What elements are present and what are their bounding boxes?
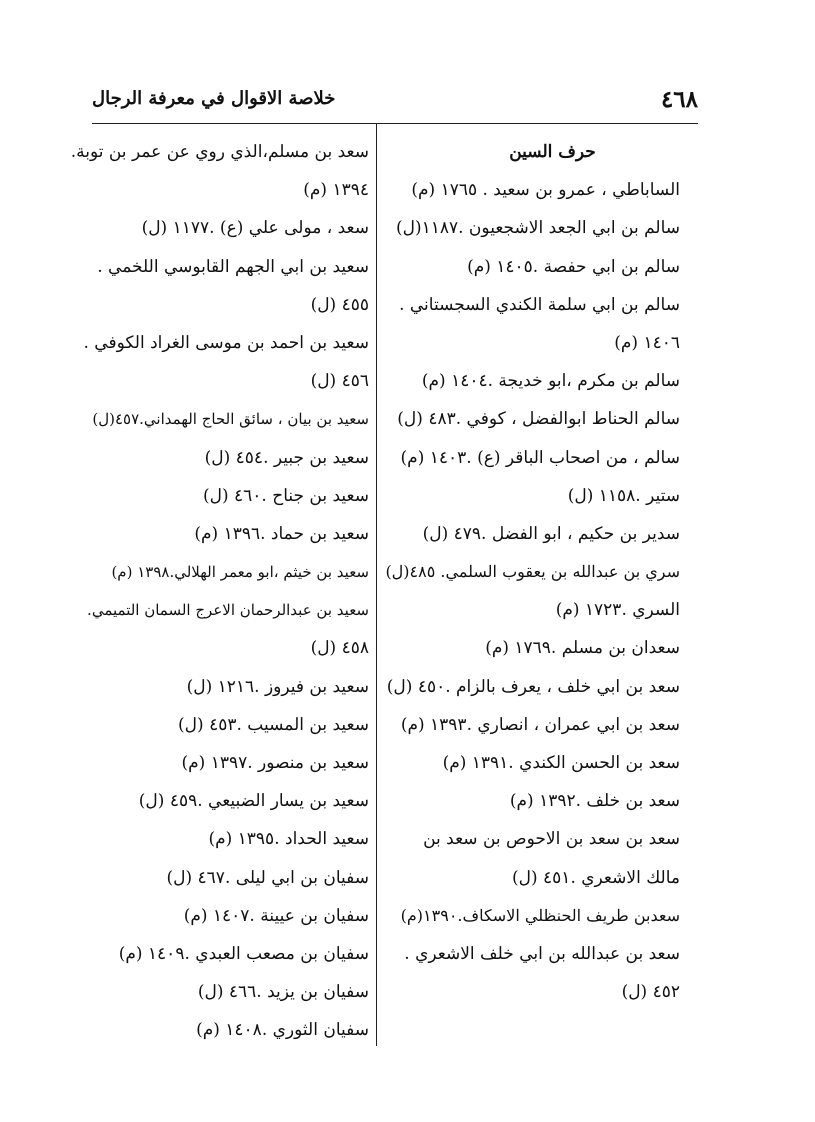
entry-line: سعد بن سعد بن الاحوص بن سعد بن	[423, 829, 680, 850]
entry-line: سعد بن ابي خلف ، يعرف بالزام .٤٥٠ (ل)	[386, 676, 680, 697]
entry-line: سعدان بن مسلم .١٧٦٩ (م)	[485, 638, 680, 659]
entry-line: ١٣٩٤ (م)	[303, 180, 369, 201]
entry-line: سدير بن حكيم ، ابو الفضل .٤٧٩ (ل)	[422, 523, 680, 544]
entry-line: ٤٥٢ (ل)	[621, 982, 680, 1003]
entry-line: سري بن عبدالله بن يعقوب السلمي. ٤٨٥(ل)	[385, 562, 680, 582]
entry-line: سالم ، من اصحاب الباقر (ع) .١٤٠٣ (م)	[400, 447, 680, 468]
entry-line: سالم الحناط ابوالفضل ، كوفي .٤٨٣ (ل)	[397, 409, 680, 430]
entry-line: سالم بن ابي حفصة .١٤٠٥ (م)	[467, 256, 680, 277]
entry-line: سعيد بن عبدالرحمان الاعرج السمان التميمي.	[87, 601, 369, 620]
right-column	[385, 133, 680, 1011]
entry-line: السري .١٧٢٣ (م)	[555, 600, 680, 621]
entry-line: سالم بن مكرم ،ابو خديجة .١٤٠٤ (م)	[421, 371, 680, 392]
entry-line: سعيد بن بيان ، سائق الحاج الهمداني.٤٥٧(ل)	[92, 410, 369, 429]
entry-line: سفيان بن ابي ليلى .٤٦٧ (ل)	[166, 867, 369, 888]
entry-line: سعد بن عبدالله بن ابي خلف الاشعري .	[404, 943, 680, 964]
entry-line: ستير .١١٥٨ (ل)	[567, 485, 680, 506]
entry-line: سعدبن طريف الحنظلي الاسكاف.١٣٩٠(م)	[400, 905, 680, 925]
entry-line: سالم بن ابي الجعد الاشجعيون .١١٨٧(ل)	[395, 218, 680, 239]
entry-line: سفيان بن مصعب العبدي .١٤٠٩ (م)	[118, 943, 369, 964]
entry-line: سعد ، مولى علي (ع) .١١٧٧ (ل)	[141, 218, 369, 239]
page-number: ٤٦٨	[660, 86, 698, 113]
entry-line: سفيان بن يزيد .٤٦٦ (ل)	[197, 982, 369, 1003]
entry-line: ٤٥٨ (ل)	[310, 638, 369, 659]
entry-line: سفيان الثوري .١٤٠٨ (م)	[196, 1020, 369, 1041]
entry-line: سعد بن خلف .١٣٩٢ (م)	[509, 791, 680, 812]
entry-line: سعيد بن المسيب .٤٥٣ (ل)	[178, 714, 369, 735]
section-heading: حرف السين	[509, 142, 596, 162]
entry-line: سعد بن مسلم،الذي روي عن عمر بن توبة.	[70, 142, 369, 162]
entry-line: سعيد بن يسار الضبيعي .٤٥٩ (ل)	[138, 791, 369, 812]
entry-line: سعد بن الحسن الكندي .١٣٩١ (م)	[442, 753, 680, 773]
entry-line: الساباطي ، عمرو بن سعيد . ١٧٦٥ (م)	[411, 180, 680, 201]
entry-line: سعد بن ابي عمران ، انصاري .١٣٩٣ (م)	[400, 714, 680, 735]
running-title: خلاصة الاقوال في معرفة الرجال	[92, 88, 336, 109]
entry-line: ١٤٠٦ (م)	[614, 332, 680, 353]
entry-line: سعيد بن فيروز .١٢١٦ (ل)	[186, 676, 369, 697]
entry-line: ٤٥٦ (ل)	[310, 371, 369, 392]
header-rule	[92, 123, 698, 124]
entry-line: سعيد بن جناح .٤٦٠ (ل)	[202, 485, 369, 506]
entry-line: سفيان بن عيينة .١٤٠٧ (م)	[183, 905, 369, 926]
entry-line: مالك الاشعري .٤٥١ (ل)	[512, 867, 680, 888]
column-divider	[376, 123, 377, 1046]
entry-line: سعيد بن خيثم ،ابو معمر الهلالي.١٣٩٨ (م)	[111, 563, 369, 582]
entry-line: سالم بن ابي سلمة الكندي السجستاني .	[399, 294, 680, 315]
entry-line: ٤٥٥ (ل)	[310, 294, 369, 315]
entry-line: سعيد بن منصور .١٣٩٧ (م)	[181, 753, 369, 773]
entry-line: سعيد بن احمد بن موسى الغراد الكوفي .	[83, 332, 369, 353]
page-header	[92, 84, 698, 120]
entry-line: سعيد الحداد .١٣٩٥ (م)	[208, 829, 369, 850]
entry-line: سعيد بن حماد .١٣٩٦ (م)	[194, 523, 369, 544]
left-column	[70, 133, 369, 1050]
entry-line: سعيد بن جبير .٤٥٤ (ل)	[204, 447, 369, 468]
entry-line: سعيد بن ابي الجهم القابوسي اللخمي .	[97, 256, 369, 277]
